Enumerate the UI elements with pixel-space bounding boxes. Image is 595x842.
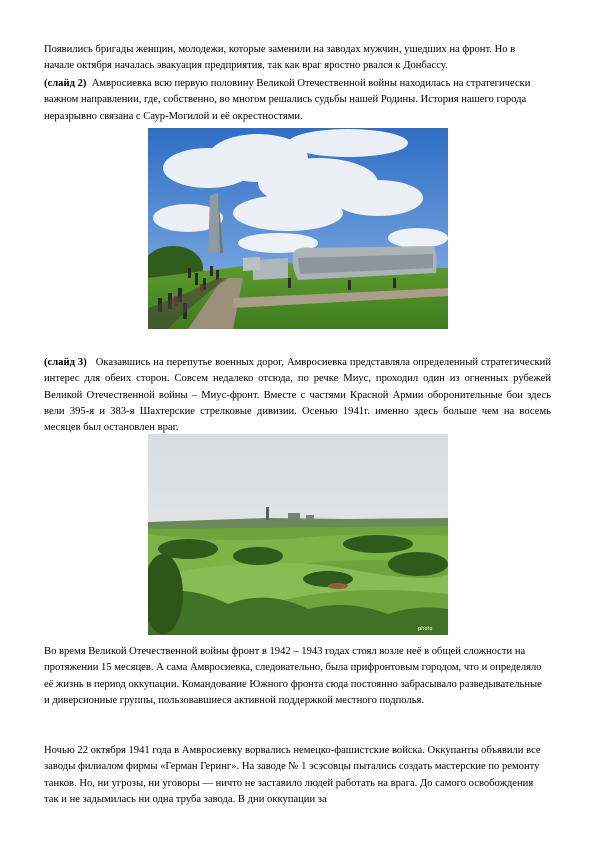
valley-landscape-photo [148,434,448,635]
saur-mogila-memorial-photo [148,128,448,329]
paragraph-occupation: Ночью 22 октября 1941 года в Амвросиевку ворвались немецко-фашистские войска. Оккупанты объявили все заводы филиалом фирмы «Герман Геринг». На заводе № 1 эсэсовцы пытались создать мастерские по ремонту танков. Но, ни угрозы, ни уговоры — ничто не заставило людей работать на врага. До самого освобождения так и не задымилась ни одна труба завода. В дни оккупации за [44,745,541,805]
slide-3-label: (слайд 3) [44,357,87,368]
paragraph-front: Во время Великой Отечественной войны фронт в 1942 – 1943 годах стоял возле неё в общей сложности на протяжении 15 месяцев. А сама Амвросиевка, следовательно, была прифронтовым городом, что и определяло её жизнь в период оккупации. Командование Южного фронта сюда постоянно забрасывало разведывательные и диверсионные группы, пользовавшиеся активной поддержкой местного подполья. [44,646,542,706]
paragraph-slide-2 [44,76,544,125]
paragraph-evacuation: Появились бригады женщин, молодежи, которые заменили на заводах мужчин, ушедших на фронт. Но в начале октября началась эвакуация предприятия, так как враг яростно рвался к Донбассу. [44,44,516,72]
slide-3-text: Оказавшись на перепутье военных дорог, Амвросиевка представляла определенный стратегический интерес для обеих сторон. Совсем недалеко отсюда, по речке Миус, проходил один из огненных рубежей Великой Отечественной войны – Миус-фронт. Вместе с частями Красной Армии оборонительные бои здесь вели 395-я и 383-я Шахтерские стрелковые дивизии. Осенью 1941г. именно здесь больше чем на восемь месяцев был остановлен враг. [44,357,552,434]
slide-2-label: (слайд 2) [44,78,87,89]
paragraph-slide-3 [44,355,551,436]
svg-text:photo: photo [418,626,433,632]
slide-2-text: Амвросиевка всю первую половину Великой Отечественной войны находилась на стратегически важном направлении, где, собственно, во многом решались судьбы нашей Родины. История нашего города неразрывно связана с Саур-Могилой и её окрестностями. [44,78,531,122]
